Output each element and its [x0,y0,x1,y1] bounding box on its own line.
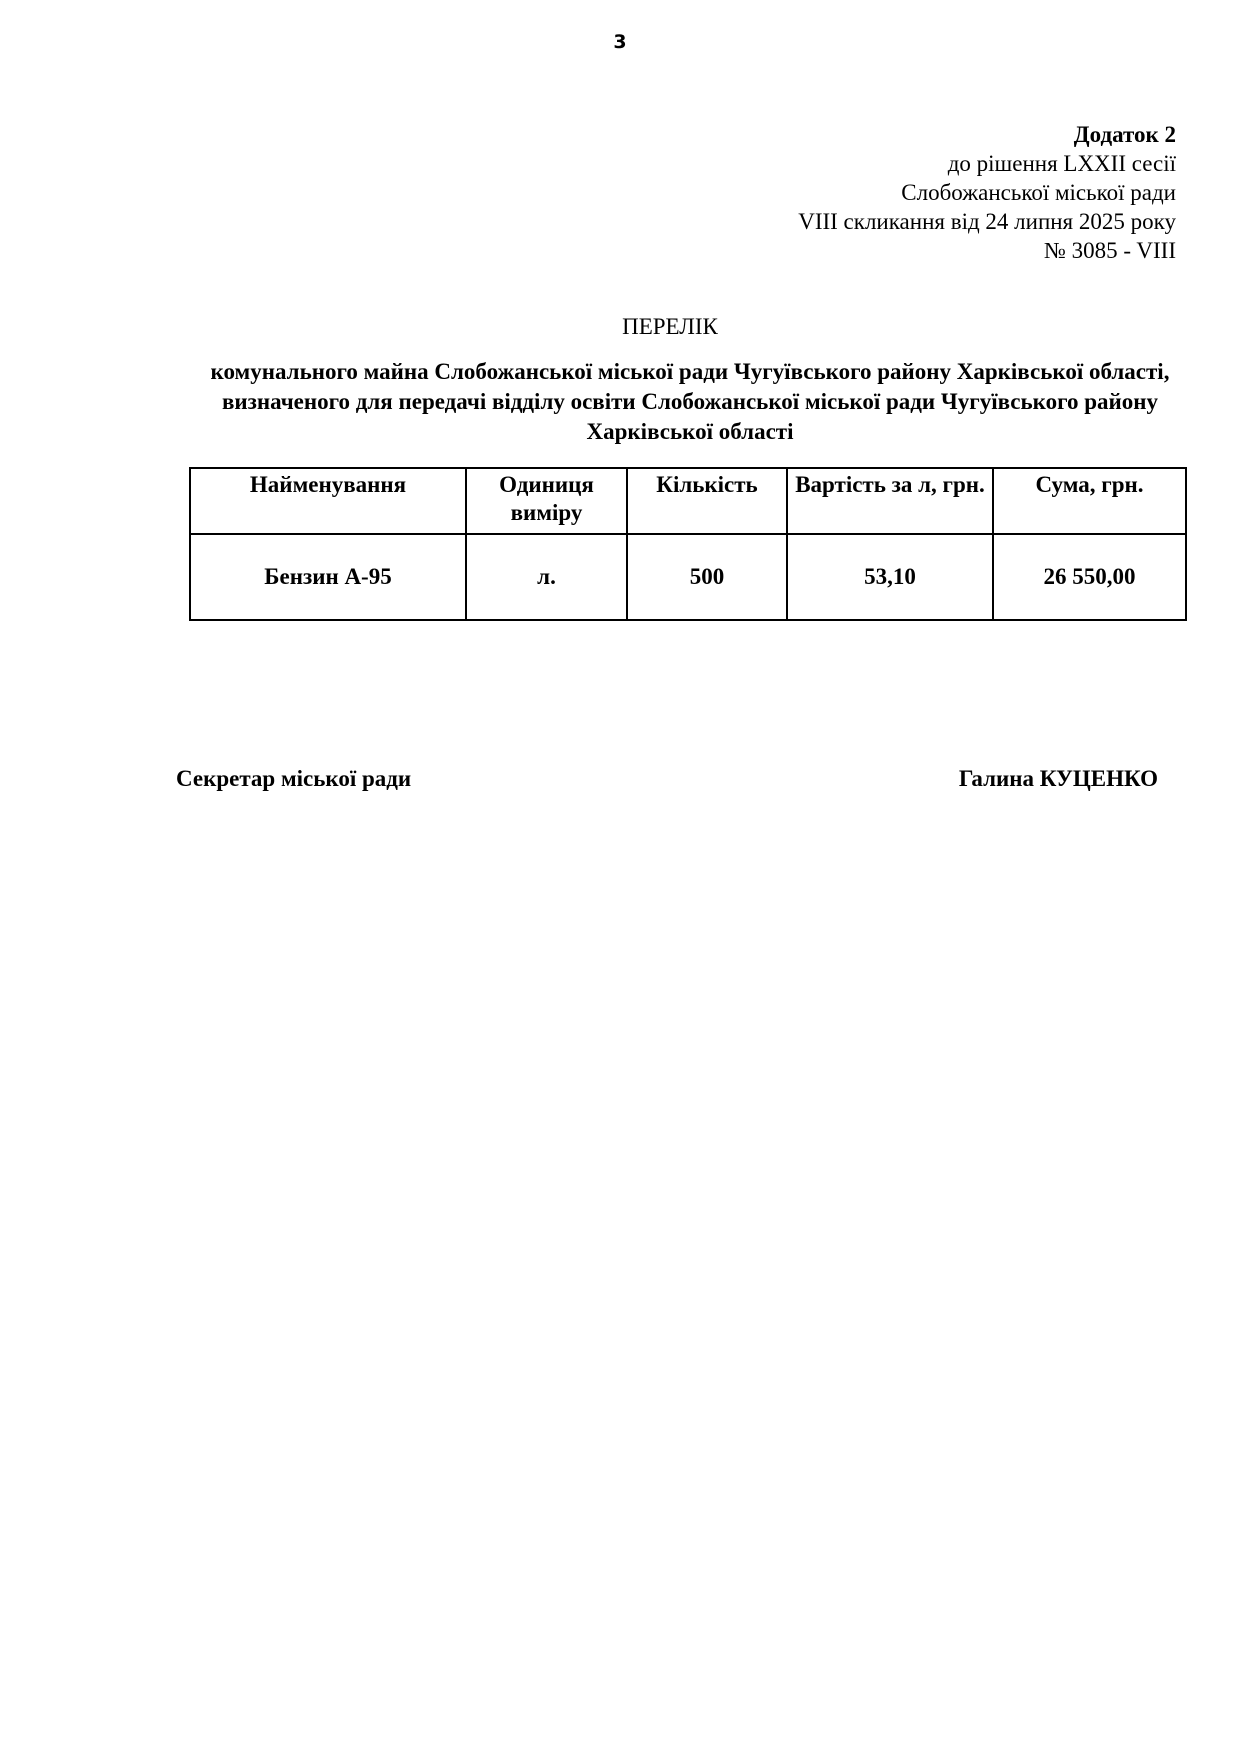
cell-price: 53,10 [787,534,993,620]
cell-name: Бензин А-95 [190,534,466,620]
column-header-quantity: Кількість [627,468,787,534]
table-row [190,534,1186,620]
appendix-line: VIII скликання від 24 липня 2025 року [798,209,1176,234]
appendix-block [576,120,1176,265]
appendix-line: № 3085 - VIII [1043,238,1176,263]
appendix-line: до рішення LXXII сесії [947,151,1176,176]
signatory-name: Галина КУЦЕНКО [958,766,1158,791]
document-subtitle-line: комунального майна Слобожанської міської ради Чугуївського району Харківської області, [210,359,1170,384]
column-header-unit: Одиниця виміру [466,468,627,534]
column-header-price: Вартість за л, грн. [787,468,993,534]
cell-sum: 26 550,00 [993,534,1186,620]
document-subtitle [190,357,1190,447]
document-subtitle-line: Харківської області [586,419,794,444]
page-number: 3 [613,31,627,53]
column-header-name: Найменування [190,468,466,534]
document-title: ПЕРЕЛІК [622,314,718,339]
signatory-position: Секретар міської ради [176,766,412,791]
column-header-sum: Сума, грн. [993,468,1186,534]
cell-quantity: 500 [627,534,787,620]
property-table [189,467,1187,621]
cell-unit: л. [466,534,627,620]
document-subtitle-line: визначеного для передачі відділу освіти Слобожанської міської ради Чугуївського району [221,389,1159,414]
table-header-row [190,468,1186,534]
appendix-title: Додаток 2 [1073,122,1176,147]
appendix-line: Слобожанської міської ради [901,180,1176,205]
